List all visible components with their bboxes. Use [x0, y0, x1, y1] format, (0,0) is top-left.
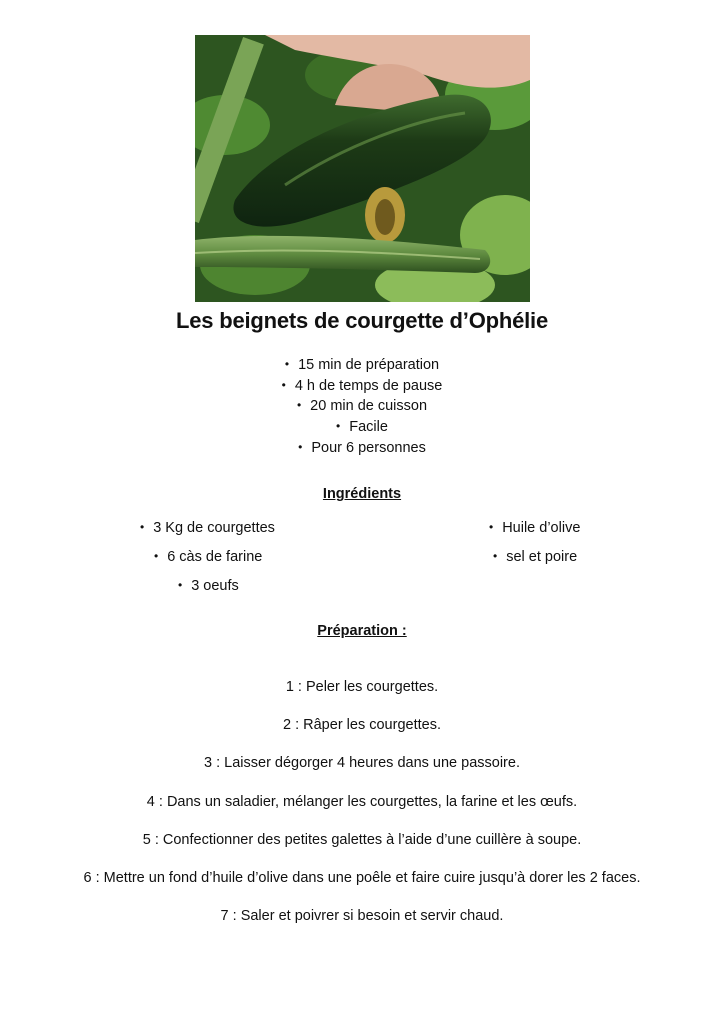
ingredient-item: • 3 oeufs: [178, 578, 239, 594]
preparation-heading-text: Préparation :: [317, 623, 407, 639]
recipe-title: Les beignets de courgette d’Ophélie: [176, 308, 548, 333]
meta-rest-time: • 4 h de temps de pause: [0, 376, 724, 397]
meta-difficulty: • Facile: [0, 417, 724, 438]
preparation-heading: [0, 623, 724, 639]
preparation-steps: [0, 676, 724, 943]
meta-cook-time: • 20 min de cuisson: [0, 396, 724, 417]
step-item: 1 : Peler les courgettes.: [285, 679, 439, 695]
step-item: 7 : Saler et poivrer si besoin et servir chaud.: [220, 908, 504, 925]
recipe-meta-list: [0, 355, 724, 458]
ingredients-heading-text: Ingrédients: [322, 486, 402, 502]
ingredient-item: • Huile d’olive: [489, 520, 580, 536]
ingredient-item: • sel et poire: [493, 549, 577, 565]
ingredient-item: • 3 Kg de courgettes: [140, 520, 275, 536]
meta-servings: • Pour 6 personnes: [0, 438, 724, 459]
step-item: 3 : Laisser dégorger 4 heures dans une passoire.: [204, 755, 520, 772]
meta-prep-time: • 15 min de préparation: [0, 355, 724, 376]
zucchini-photo: [195, 35, 530, 302]
step-item: 2 : Râper les courgettes.: [283, 717, 441, 734]
step-item: 5 : Confectionner des petites galettes à l’aide d’une cuillère à soupe.: [142, 831, 582, 848]
step-item: 4 : Dans un saladier, mélanger les courgettes, la farine et les œufs.: [146, 793, 578, 810]
step-item: 6 : Mettre un fond d’huile d’olive dans une poêle et faire cuire jusqu’à dorer les 2 faces.: [83, 869, 641, 886]
ingredient-item: • 6 càs de farine: [154, 549, 262, 565]
ingredients-heading: [0, 486, 724, 502]
